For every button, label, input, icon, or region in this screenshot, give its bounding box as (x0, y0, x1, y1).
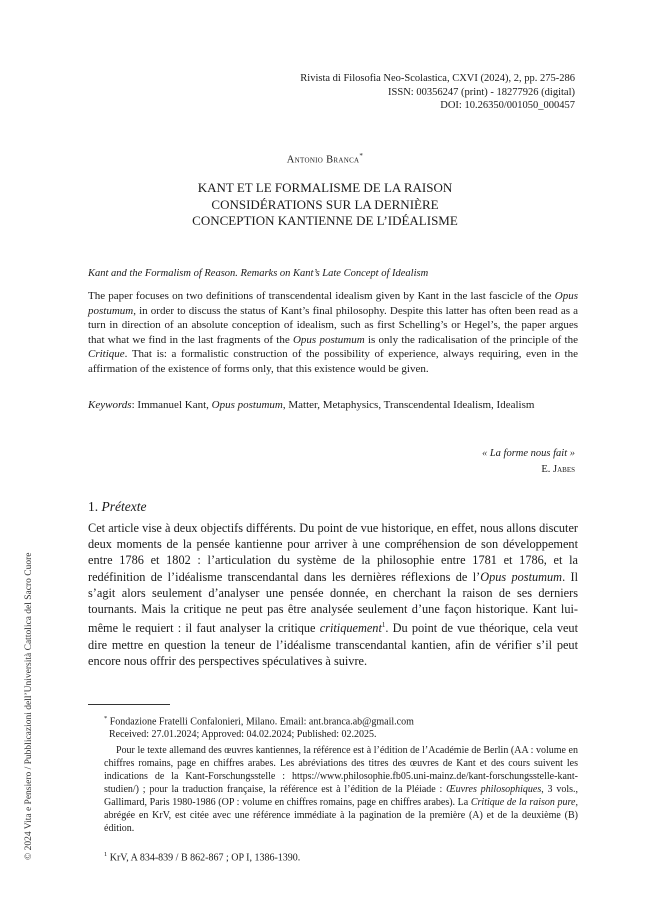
footnote-1-text: KrV, A 834-839 / B 862-867 ; OP I, 1386-1390. (107, 852, 301, 864)
body-part: . Il s’agit alors seulement d’analyser une pensée donnée, en cherchant la raison de ses derniers tournants. Mais la critique ne peut pas être analysée seulement d’une façon historique. Kant lui-même le requiert : il faut analyser la critique (88, 569, 578, 636)
article-title: KANT ET LE FORMALISME DE LA RAISON (197, 180, 453, 195)
body-paragraph (88, 520, 578, 669)
abstract-part: , in order to discuss the status of Kant’s final philosophy. Despite this latter has often been read as a turn in direction of an absolute conception of idealism, such as first Schelling’s or Hegel’s, the paper argues that what we find in the last fragments of the (88, 304, 578, 346)
received-dates: Received: 27.01.2024; Approved: 04.02.2024; Published: 02.2025. (109, 729, 377, 741)
abstract-emphasis: Opus postumum (292, 333, 365, 346)
article-title-block (0, 180, 650, 230)
section-title: Prétexte (101, 499, 147, 514)
body-emphasis: critiquement (319, 621, 382, 636)
body-emphasis: Opus postumum (480, 569, 563, 584)
abstract-emphasis: Critique (88, 348, 125, 361)
footnote-1 (104, 848, 300, 864)
author-footnote-mark: * (359, 152, 364, 160)
note-part: Pour le texte allemand des œuvres kantiennes, la référence est à l’édition de l’Académie de Berlin (AA : volume en chiffres romains, page en chiffres arabes. Les abréviations des titres des œuvres de Kant et des cours suivent les indications de la Kant-Forschungsstelle : https://www.philosophie.fb05.uni-mainz.de/kant-forschungsstelle-kant-studien/) ; pour la traduction française, la référence est à l’édition de la Pléiade : (104, 745, 578, 795)
keywords (88, 398, 578, 413)
body-text (88, 520, 578, 669)
edition-note (104, 744, 578, 835)
abstract-part: The paper focuses on two definitions of transcendental idealism given by Kant in the last fascicle of the (88, 290, 555, 302)
footnote-ref[interactable]: 1 (381, 621, 386, 630)
author-name: Antonio Branca (286, 154, 360, 166)
note-emphasis: Œuvres philosophiques (446, 784, 542, 795)
abstract-part: . That is: a formalistic construction of the possibility of experience, always requiring, even in the affirmation of the existence of forms only, that this existence would be given. (88, 348, 578, 375)
epigraph-quote: « La forme nous fait » (481, 448, 575, 459)
note-emphasis: Critique de la raison pure (470, 797, 576, 808)
edition-note-text (104, 744, 578, 835)
journal-issn: ISSN: 00356247 (print) - 18277926 (digital) (388, 86, 575, 98)
keywords-part: , Matter, Metaphysics, Transcendental Idealism, Idealism (282, 399, 535, 411)
abstract-text (88, 289, 578, 377)
keywords-part: : Immanuel Kant, (131, 399, 212, 411)
copyright-side-notice: © 2024 Vita e Pensiero / Pubblicazioni dell’Università Cattolica del Sacro Cuore (24, 552, 34, 860)
abstract-part: is only the radicalisation of the principle of the (364, 333, 578, 346)
article-subtitle-line1: CONSIDÉRATIONS SUR LA DERNIÈRE (211, 196, 439, 212)
note-part: , abrégée en KrV, est citée avec une référence immédiate à la pagination de la première (A) et de la deuxième (B) édition. (104, 797, 578, 834)
keywords-emphasis: Opus postumum (211, 399, 283, 411)
abstract (88, 289, 578, 377)
author-line (0, 152, 650, 166)
article-subtitle-line2: CONCEPTION KANTIENNE DE L’IDÉALISME (192, 213, 458, 228)
author-footnote (104, 712, 414, 741)
footnote-rule (88, 704, 170, 705)
abstract-emphasis: Opus postumum (88, 290, 578, 317)
keywords-label: Keywords (88, 399, 132, 411)
footnote-mark: * (104, 715, 108, 722)
journal-citation: Rivista di Filosofia Neo-Scolastica, CXVI (2024), 2, pp. 275-286 (300, 73, 575, 84)
section-number: 1. (88, 499, 102, 514)
epigraph (482, 446, 575, 477)
affiliation-text: Fondazione Fratelli Confalonieri, Milano. Email: ant.branca.ab@gmail.com (107, 716, 414, 728)
body-part: . Du point de vue théorique, cela veut dire mettre en question la teneur de l’idéalisme transcendantal kantien, afin de vérifier s’il peut encore nous offrir des perspectives spéculatives à suivre. (88, 621, 578, 668)
journal-header (300, 72, 575, 113)
author-affiliation (104, 712, 414, 728)
note-part: , 3 vols., Gallimard, Paris 1980-1986 (OP : volume en chiffres romains, page en chiffres arabes). La (104, 784, 578, 808)
footnote-mark: 1 (104, 851, 108, 858)
body-part: Cet article vise à deux objectifs différents. Du point de vue historique, en effet, nous allons discuter deux moments de la pensée kantienne pour arriver à une compréhension de son développement entre 1786 et 1802 : l’articulation du système de la philosophie entre 1781 et 1786, et la redéfinition de l’idéalisme transcendantal dans les dernières réflexions de l’ (88, 521, 578, 584)
epigraph-source: E. Jabes (541, 463, 575, 475)
abstract-title: Kant and the Formalism of Reason. Remarks on Kant’s Late Concept of Idealism (88, 268, 429, 279)
journal-doi: DOI: 10.26350/001050_000457 (440, 100, 575, 111)
section-heading (88, 499, 146, 515)
